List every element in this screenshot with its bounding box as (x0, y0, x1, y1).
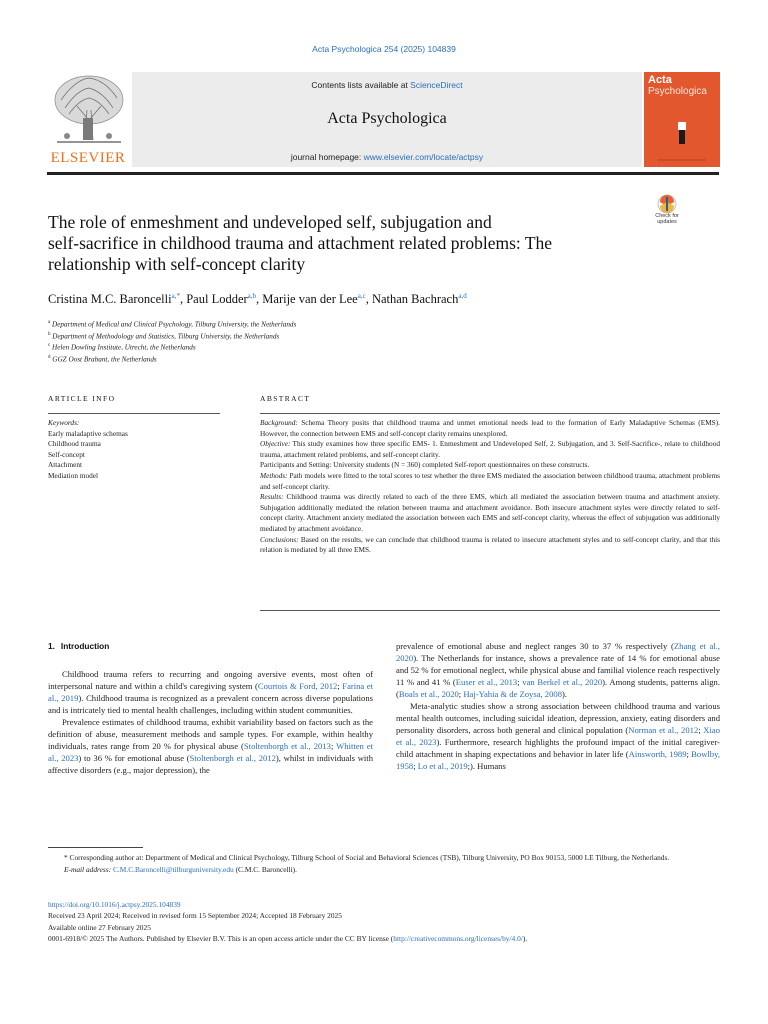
body-text: ; (337, 681, 343, 692)
citation-link[interactable]: Haj-Yahia & de Zoysa, 2008 (463, 689, 562, 700)
affiliation-key: d (48, 355, 51, 361)
title-line: self-sacrifice in childhood trauma and attachment related problems: The (48, 233, 553, 253)
author-list (48, 292, 708, 307)
abstract-text: Path models were fitted to the total scores to test whether the three EMS mediated the association between childhood trauma, attachment problems and self-concept clarity. (260, 470, 720, 491)
abstract-paragraph (260, 535, 720, 556)
abstract-rule-top (260, 413, 720, 414)
abstract-text: Based on the results, we can conclude that childhood trauma is related to insecure attachment styles and to self-concept clarity, and that this relation is mediated by all three EMS. (260, 534, 720, 555)
body-text: Meta-analytic studies show a strong association between childhood trauma and various mental health outcomes, including suicidal ideation, depression, anxiety, eating disorders and personality disorders, across both general and clinical population ( (396, 701, 720, 736)
author-separator: , (256, 292, 263, 307)
keyword-item[interactable]: Childhood trauma (48, 439, 101, 448)
section-number: 1. (48, 641, 55, 651)
journal-reference[interactable]: Acta Psychologica 254 (2025) 104839 (312, 44, 456, 54)
body-paragraph (48, 716, 373, 776)
abstract-rule-bottom (260, 610, 720, 611)
homepage-prefix: journal homepage: (290, 152, 364, 162)
body-text: prevalence of emotional abuse and neglect ranges 30 to 37 % respectively ( (396, 641, 674, 651)
affiliation-item (48, 353, 448, 365)
affiliations (48, 318, 448, 365)
email-link[interactable]: C.M.C.Baroncelli@tilburguniversity.edu (113, 865, 234, 874)
affiliation-key: a (48, 320, 51, 325)
cover-illustration-icon (644, 72, 720, 167)
elsevier-tree-icon (47, 70, 129, 148)
body-text: ; (413, 761, 418, 772)
body-text: ; (686, 749, 692, 760)
elsevier-logo[interactable] (47, 70, 129, 166)
body-paragraph (396, 640, 720, 700)
author-affiliation-marker[interactable]: a,c (357, 292, 366, 300)
abstract-paragraph (260, 492, 720, 534)
cover-subtitle: Psychologica (648, 86, 707, 97)
check-updates-line1: Check for (655, 213, 679, 219)
email-note (48, 864, 720, 876)
cover-title: Acta (648, 74, 672, 86)
title-line: relationship with self-concept clarity (48, 254, 306, 274)
publication-info (48, 899, 720, 945)
body-paragraph (396, 700, 720, 772)
check-updates-label (648, 213, 686, 225)
section-heading-introduction (48, 641, 109, 651)
body-text: Childhood trauma refers to recurring and ongoing aversive events, most often of interpersonal nature and within a child's caregiving system ( (48, 669, 373, 692)
abstract-label: Background: (260, 418, 298, 427)
license-link[interactable]: http://creativecommons.org/licenses/by/4.0/ (393, 934, 523, 944)
abstract-text: Schema Theory posits that childhood trauma and unmet emotional needs lead to the formation of Early Maladaptive Schemas (EMS). However, the connection between EMS and self-concept clarity remains unexplored. (260, 418, 720, 438)
contents-line (132, 80, 642, 90)
author-separator: , (179, 292, 187, 307)
masthead-band (132, 72, 642, 167)
abstract-heading: ABSTRACT (260, 394, 311, 403)
contents-prefix: Contents lists available at (311, 80, 411, 90)
author-name[interactable]: Nathan Bachrach (371, 292, 459, 307)
affiliation-key: c (48, 343, 51, 349)
online-date: Available online 27 February 2025 (48, 922, 151, 932)
abstract-label: Conclusions: (260, 534, 299, 544)
affiliation-item (48, 330, 448, 342)
license-text: 0001-6918/© 2025 The Authors. Published by Elsevier B.V. This is an open access article under the CC BY license ( (48, 934, 394, 944)
journal-masthead (47, 70, 719, 176)
journal-title[interactable]: Acta Psychologica (327, 110, 447, 127)
body-text: ) to 36 % for emotional abuse ( (78, 753, 190, 764)
abstract-body (260, 418, 720, 556)
citation-link[interactable]: Stoltenborgh et al., 2013 (243, 741, 331, 752)
citation-link[interactable]: Ainsworth, 1989 (628, 749, 687, 760)
author-affiliation-marker[interactable]: a,d (458, 292, 467, 300)
article-title (48, 212, 638, 275)
journal-cover[interactable] (644, 72, 720, 167)
citation-link[interactable]: Boals et al., 2020 (398, 689, 459, 700)
journal-homepage-link[interactable]: www.elsevier.com/locate/actpsy (363, 152, 484, 162)
article-info-heading: ARTICLE INFO (48, 394, 116, 403)
keywords-block (48, 418, 220, 481)
affiliation-text: Department of Methodology and Statistics, Tilburg University, the Netherlands (52, 332, 280, 341)
body-text: ). The Netherlands for instance, shows a prevalence rate of 14 % for emotional abuse and 52 % for emotional neglect, while physical abuse and familial violence reach respectively 11 % and 41 % ( (396, 653, 720, 688)
section-title: Introduction (60, 641, 110, 651)
citation-link[interactable]: Stoltenborgh et al., 2012 (189, 753, 276, 764)
author-name[interactable]: Cristina M.C. Baroncelli (48, 292, 172, 307)
doi-link[interactable]: https://doi.org/10.1016/j.actpsy.2025.104839 (48, 900, 181, 909)
citation-link[interactable]: Farina et al., 2019 (48, 681, 373, 704)
check-for-updates-badge[interactable] (648, 194, 686, 230)
abstract-text: Childhood trauma was directly related to each of the three EMS, which all mediated the association between trauma and attachment anxiety. Subjugation additionally mediated the relation between trauma and attachment avoidance. Both insecure attachment styles were directly related to self-concept clarity. Attachment anxiety mediated the association between each EMS and self-concept clarity, whereas the effect of subjugation was additionally mediated by attachment avoidance. (260, 492, 720, 533)
abstract-paragraph (260, 460, 720, 471)
masthead-rule (47, 172, 719, 175)
body-text: ; (517, 677, 523, 688)
article-dates: Received 23 April 2024; Received in revised form 15 September 2024; Accepted 18 February 2025 (48, 911, 342, 921)
footnotes (48, 852, 720, 876)
homepage-line (132, 152, 642, 162)
author-affiliation-marker[interactable]: a,b (247, 292, 257, 300)
keyword-item[interactable]: Mediation model (48, 470, 99, 480)
corresponding-author-note: * Corresponding author at: Department of Medical and Clinical Psychology, Tilburg School of Social and Behavioral Sciences (TSB), Tilburg University, PO Box 90153, 5000 LE Tilburg, the Netherlands. (64, 853, 670, 862)
license-suffix: ). (522, 934, 528, 944)
citation-link[interactable]: Bowlby, 1958 (396, 749, 720, 772)
body-text: Prevalence estimates of childhood trauma, exhibit variability based on factors such as the definition of abuse, measurement methods and sample types. For example, within healthy individuals, rates range from 20 % for physical abuse ( (48, 717, 373, 752)
body-text: ). Among students, patterns align. ( (396, 677, 720, 700)
check-updates-line2: updates (657, 219, 677, 225)
body-text: ), whilst in individuals with affective disorders (e.g., major depression), the (48, 753, 373, 776)
body-column-right (396, 640, 720, 773)
affiliation-item (48, 341, 448, 353)
body-paragraph (48, 668, 373, 716)
citation-link[interactable]: Xiao et al., 2023 (396, 725, 720, 748)
body-text: ;). Humans (467, 761, 506, 772)
citation-link[interactable]: Zhang et al., 2020 (396, 641, 720, 664)
abstract-text: Participants and Setting: University students (N = 360) completed Self-report questionnaires on these constructs. (260, 460, 590, 470)
author-separator: , (365, 292, 372, 307)
sciencedirect-link[interactable]: ScienceDirect (410, 80, 463, 90)
affiliation-text: GGZ Oost Brabant, the Netherlands (52, 355, 157, 364)
article-info-rule (48, 413, 220, 414)
abstract-label: Methods: (260, 470, 288, 480)
body-text: ). (562, 689, 568, 700)
body-text: ; (698, 725, 704, 736)
body-column-left (48, 668, 373, 776)
check-updates-icon (648, 194, 686, 214)
keywords-label: Keywords: (48, 418, 80, 427)
citation-link[interactable]: van Berkel et al., 2020 (522, 677, 603, 688)
abstract-paragraph (260, 439, 720, 460)
author-name[interactable]: Paul Lodder (186, 292, 248, 307)
abstract-label: Objective: (260, 439, 291, 449)
affiliation-text: Department of Medical and Clinical Psychology, Tilburg University, the Netherlands (52, 320, 297, 329)
citation-link[interactable]: Whitten et al., 2023 (48, 741, 374, 764)
elsevier-wordmark: ELSEVIER (50, 150, 126, 166)
title-line: The role of enmeshment and undeveloped self, subjugation and (48, 212, 492, 232)
citation-link[interactable]: Lo et al., 2019 (417, 761, 468, 772)
keyword-item[interactable]: Early maladaptive schemas (48, 428, 128, 438)
body-text: ). Furthermore, research highlights the profound impact of the initial caregiver-child attachment in shaping expectations and behavior in later life ( (396, 737, 720, 760)
citation-link[interactable]: Courtois & Ford, 2012 (257, 681, 338, 692)
abstract-label: Results: (260, 492, 284, 502)
keyword-item[interactable]: Self-concept (48, 449, 85, 459)
abstract-paragraph (260, 418, 720, 439)
author-name[interactable]: Marije van der Lee (262, 292, 358, 307)
affiliation-text: Helen Dowling Institute, Utrecht, the Netherlands (52, 343, 196, 352)
email-suffix: (C.M.C. Baroncelli). (233, 865, 297, 874)
body-text: ). Childhood trauma is recognized as a prevalent concern across diverse populations and is intricately tied to mental health challenges, including within student communities. (48, 693, 373, 716)
author-affiliation-marker[interactable]: a,* (171, 292, 180, 300)
citation-link[interactable]: Euser et al., 2013 (455, 677, 518, 688)
abstract-text: This study examines how three specific EMS- 1. Enmeshment and Undeveloped Self, 2. Subjugation, and 3. Self-Sacrifice-, relate to childhood trauma, attachment related problems, and self-concept clarity. (260, 439, 720, 459)
citation-link[interactable]: Norman et al., 2012 (628, 725, 699, 736)
keyword-item[interactable]: Attachment (48, 460, 83, 469)
footnote-rule (48, 847, 143, 848)
body-text: ; (330, 741, 337, 752)
body-text: ; (458, 689, 464, 700)
license-line (48, 933, 720, 944)
affiliation-key: b (48, 331, 51, 337)
email-label: E-mail address: (64, 865, 113, 874)
affiliation-item (48, 318, 448, 330)
abstract-paragraph (260, 471, 720, 492)
